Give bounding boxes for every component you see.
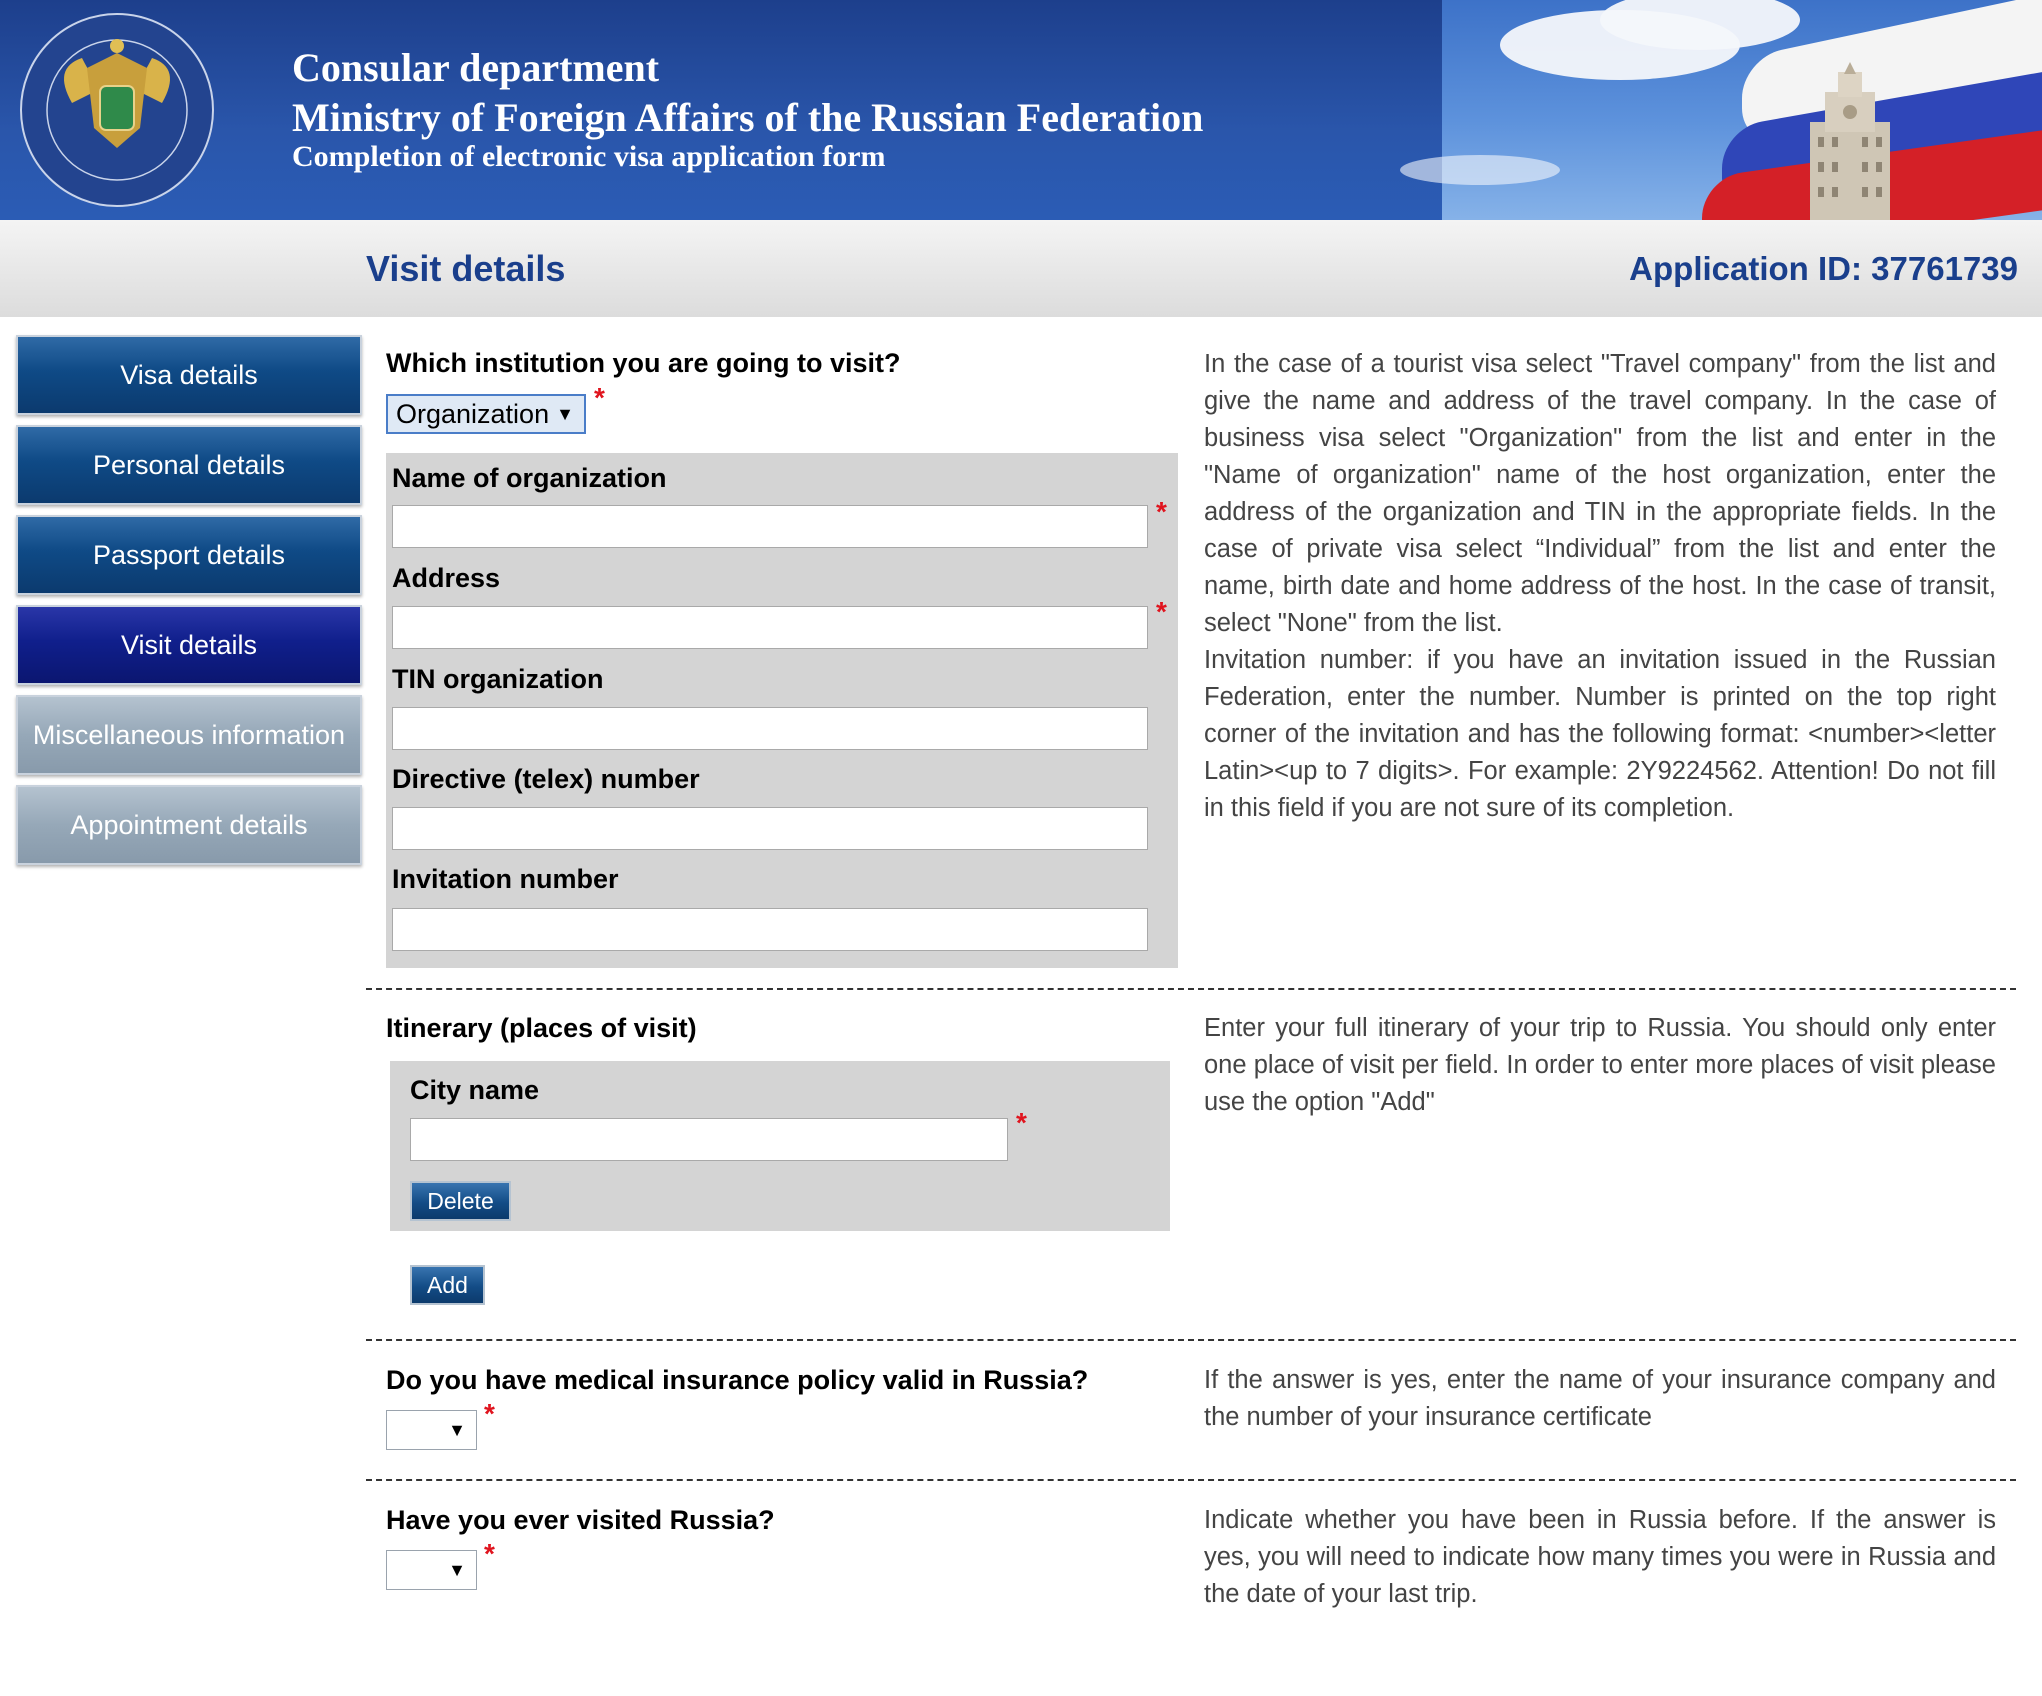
required-mark: * (484, 1398, 495, 1429)
itinerary-help: Enter your full itinerary of your trip to Russia. You should only enter one place of visit per field. In order to enter more places of visit please use the option "Add" (1204, 1014, 1996, 1116)
sidebar-item-visit-details[interactable]: Visit details (16, 605, 362, 685)
section-divider (366, 1339, 2016, 1341)
sidebar-item-passport-details[interactable]: Passport details (16, 515, 362, 595)
sidebar-item-visa-details[interactable]: Visa details (16, 335, 362, 415)
institution-select-value: Organization (396, 398, 550, 429)
institution-question: Which institution you are going to visit? (386, 348, 901, 378)
sidebar-item-miscellaneous-information[interactable]: Miscellaneous information (16, 695, 362, 775)
org-address-input[interactable] (392, 606, 1148, 649)
org-name-label: Name of organization (392, 463, 667, 493)
application-id: Application ID: 37761739 (1629, 250, 2018, 287)
directive-number-label: Directive (telex) number (392, 764, 700, 794)
cloud-decoration (1400, 155, 1560, 185)
institution-help (1204, 346, 1996, 827)
institution-help-p1: In the case of a tourist visa select "Travel company" from the list and give the name and address of the travel company. In the case of business visa select "Organization" from the list and enter in the "Name of organization" name of the host organization, enter the address of the organization and TIN in the appropriate fields. In the case of private visa select “Individual” from the list and enter the name, birth date and home address of the host. In the case of transit, select "None" from the list. (1204, 350, 1996, 637)
header-title-line1: Consular department (292, 45, 660, 90)
mfa-building-icon (1790, 62, 1910, 220)
visited-russia-select[interactable] (386, 1550, 477, 1590)
required-mark: * (1156, 596, 1167, 627)
required-mark: * (1016, 1107, 1027, 1138)
header-banner (0, 0, 2042, 220)
insurance-question: Do you have medical insurance policy valid in Russia? (386, 1365, 1089, 1395)
required-mark: * (594, 382, 605, 413)
directive-number-input[interactable] (392, 807, 1148, 850)
org-address-label: Address (392, 563, 501, 593)
header-title-line2: Ministry of Foreign Affairs of the Russian Federation (292, 95, 1204, 140)
visited-russia-question: Have you ever visited Russia? (386, 1505, 775, 1535)
org-tin-input[interactable] (392, 707, 1148, 750)
city-name-label: City name (410, 1075, 540, 1105)
delete-city-button[interactable]: Delete (410, 1181, 511, 1221)
dropdown-arrow-icon: ▼ (448, 1559, 466, 1580)
invitation-number-input[interactable] (392, 908, 1148, 951)
insurance-select[interactable] (386, 1410, 477, 1450)
add-city-button[interactable]: Add (410, 1265, 485, 1305)
institution-help-p2: Invitation number: if you have an invitation issued in the Russian Federation, enter the number. Number is printed on the top right corner of the invitation and has the following format: <number><letter Latin><up to 7 digits>. For example: 2Y9224562. Attention! Do not fill in this field if you are not sure of its completion. (1204, 646, 1996, 822)
page-title: Visit details (366, 248, 566, 289)
invitation-number-label: Invitation number (392, 864, 619, 894)
org-tin-label: TIN organization (392, 664, 604, 694)
consular-emblem-icon (12, 8, 222, 213)
sidebar-item-appointment-details[interactable]: Appointment details (16, 785, 362, 865)
org-name-input[interactable] (392, 505, 1148, 548)
section-divider (366, 1479, 2016, 1481)
dropdown-arrow-icon: ▼ (556, 403, 574, 424)
required-mark: * (1156, 496, 1167, 527)
city-name-input[interactable] (410, 1118, 1008, 1161)
sidebar-item-personal-details[interactable]: Personal details (16, 425, 362, 505)
section-divider (366, 988, 2016, 990)
itinerary-question: Itinerary (places of visit) (386, 1013, 697, 1043)
visited-russia-help: Indicate whether you have been in Russia before. If the answer is yes, you will need to indicate how many times you were in Russia and the date of your last trip. (1204, 1506, 1996, 1608)
insurance-help: If the answer is yes, enter the name of your insurance company and the number of your insurance certificate (1204, 1366, 1996, 1431)
institution-select[interactable] (386, 394, 586, 434)
required-mark: * (484, 1538, 495, 1569)
dropdown-arrow-icon: ▼ (448, 1419, 466, 1440)
header-title-line3: Completion of electronic visa application form (292, 140, 886, 173)
